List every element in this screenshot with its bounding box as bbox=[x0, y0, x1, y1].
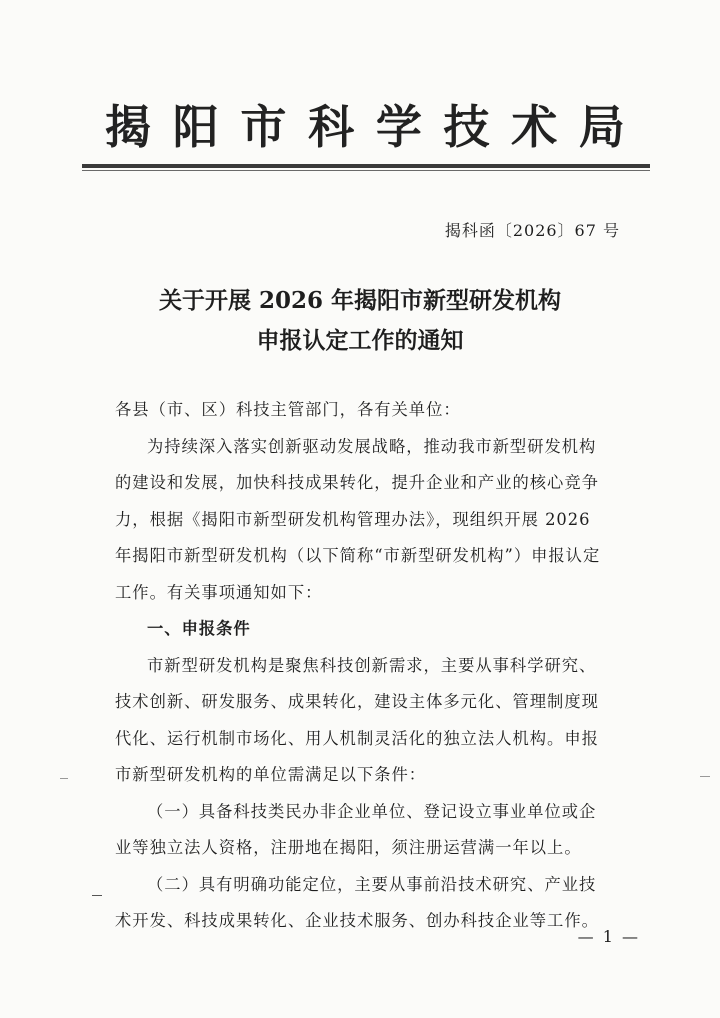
section-line: 技术创新、研发服务、成果转化，建设主体多元化、管理制度现 bbox=[115, 692, 599, 711]
section-line: 代化、运行机制市场化、用人机制灵活化的独立法人机构。申报 bbox=[115, 728, 599, 748]
org-char: 局 bbox=[578, 100, 625, 154]
org-char: 学 bbox=[375, 100, 422, 154]
header-rule-thin bbox=[82, 170, 650, 171]
intro-line: 工作。有关事项通知如下： bbox=[115, 582, 323, 602]
org-char: 阳 bbox=[172, 100, 219, 154]
org-char: 技 bbox=[443, 100, 490, 154]
scan-mark bbox=[700, 776, 710, 777]
item-line: 业等独立法人资格，注册地在揭阳，须注册运营满一年以上。 bbox=[115, 838, 582, 857]
org-char: 术 bbox=[511, 100, 558, 154]
intro-line: 为持续深入落实创新驱动发展战略，推动我市新型研发机构 bbox=[147, 436, 597, 456]
issuing-organization-header bbox=[105, 98, 625, 156]
intro-line: 年揭阳市新型研发机构（以下简称“市新型研发机构”）申报认定 bbox=[115, 546, 601, 565]
salutation: 各县（市、区）科技主管部门，各有关单位： bbox=[115, 400, 461, 419]
intro-line: 的建设和发展，加快科技成果转化，提升企业和产业的核心竞争 bbox=[115, 473, 599, 492]
org-char: 市 bbox=[240, 100, 287, 154]
page-number: — 1 — bbox=[577, 927, 640, 946]
scan-mark bbox=[92, 895, 102, 896]
section-line: 市新型研发机构的单位需满足以下条件： bbox=[115, 765, 427, 784]
org-char: 科 bbox=[308, 100, 355, 154]
section-line: 市新型研发机构是聚焦科技创新需求，主要从事科学研究、 bbox=[147, 655, 597, 675]
org-char: 揭 bbox=[105, 100, 151, 154]
document-body bbox=[115, 392, 630, 940]
document-title-line-1: 关于开展 2026 年揭阳市新型研发机构 bbox=[158, 287, 562, 314]
document-number: 揭科函〔2026〕67 号 bbox=[444, 221, 620, 240]
document-title-line-2: 申报认定工作的通知 bbox=[256, 327, 464, 354]
item-line: （二）具有明确功能定位，主要从事前沿技术研究、产业技 bbox=[147, 874, 597, 894]
scan-mark bbox=[60, 778, 68, 779]
header-rule-thick bbox=[82, 164, 650, 168]
item-line: （一）具备科技类民办非企业单位、登记设立事业单位或企 bbox=[147, 801, 597, 821]
intro-line: 力，根据《揭阳市新型研发机构管理办法》，现组织开展 2026 bbox=[115, 509, 591, 529]
item-line: 术开发、科技成果转化、企业技术服务、创办科技企业等工作。 bbox=[115, 911, 599, 930]
section-heading: 一、申报条件 bbox=[147, 619, 251, 638]
